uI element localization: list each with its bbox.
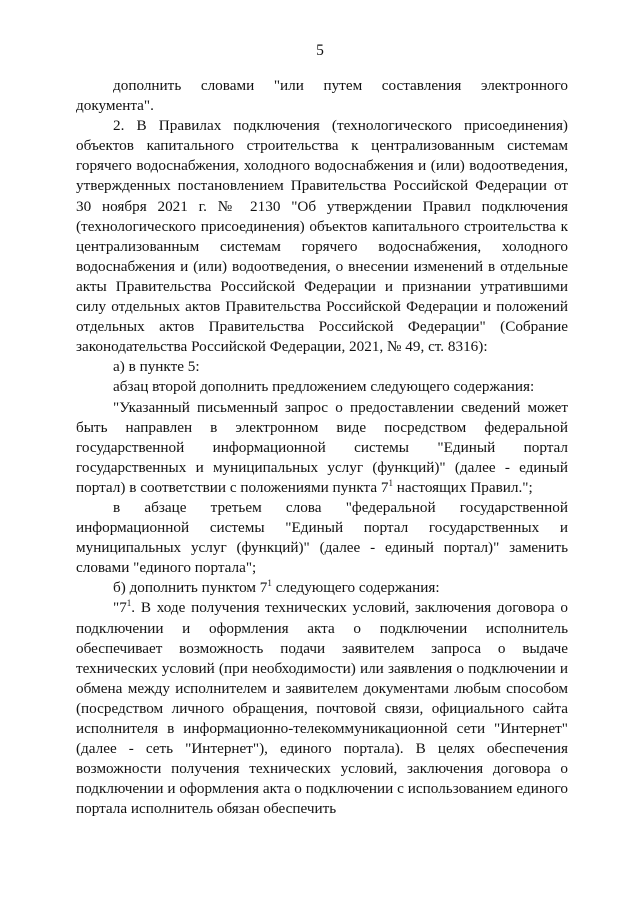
document-body	[76, 76, 568, 819]
paragraph-quoted-insert: "Указанный письменный запрос о предоставлении сведений может быть направлен в электронном виде посредством федеральной государственной информационной системы "Единый портал государственных и муниципальных услуг (функций)" (далее - единый портал) в соответствии с положениями пункта $7^1$ настоящих Правил.";	[76, 398, 568, 496]
page-number: 5	[316, 42, 324, 59]
paragraph-subitem-b: б) дополнить пунктом $7^1$ следующего содержания:	[113, 578, 440, 597]
superscript-index: 1	[267, 578, 272, 589]
paragraph-subitem-a: а) в пункте 5:	[113, 358, 200, 376]
paragraph-abzac-vtoroy: абзац второй дополнить предложением следующего содержания:	[113, 378, 535, 396]
superscript-index: 1	[126, 598, 132, 609]
paragraph-continuation: дополнить словами "или путем составления электронного документа".	[76, 77, 568, 115]
paragraph-point-7-1: "$7^1$. В ходе получения технических условий, заключения договора о подключении и оформления акта о подключении исполнитель обеспечивает возможность подачи заявителем запроса о выдаче технических условий (при необходимости) или заявления о подключении и обмена между исполнителем и заявителем документами любым способом (посредством личного обращения, почтовой связи, официального сайта исполнителя в информационно-телекоммуникационной сети "Интернет" (далее - сеть "Интернет"), единого портала). В целях обеспечения возможности получения технических условий, заключения договора о подключении и оформления акта о подключении с использованием единого портала исполнитель обязан обеспечить	[76, 598, 568, 818]
paragraph-item-2: 2. В Правилах подключения (технологического присоединения) объектов капитального строительства к централизованным системам горячего водоснабжения, холодного водоснабжения и (или) водоотведения, утвержденных постановлением Правительства Российской Федерации от 30 ноября 2021 г. № 2130 "Об утверждении Правил подключения (технологического присоединения) объектов капитального строительства к централизованным системам горячего водоснабжения, холодного водоснабжения и (или) водоотведения, о внесении изменений в отдельные акты Правительства Российской Федерации и признании утратившими силу отдельных актов Правительства Российской Федерации и положений отдельных актов Правительства Российской Федерации" (Собрание законодательства Российской Федерации, 2021, № 49, ст. 8316):	[76, 117, 568, 356]
superscript-index: 1	[388, 477, 393, 488]
paragraph-abzac-tretiy: в абзаце третьем слова "федеральной государственной информационной системы "Единый портал государственных и муниципальных услуг (функций)" (далее - единый портал)" заменить словами "единого портала";	[76, 498, 568, 577]
